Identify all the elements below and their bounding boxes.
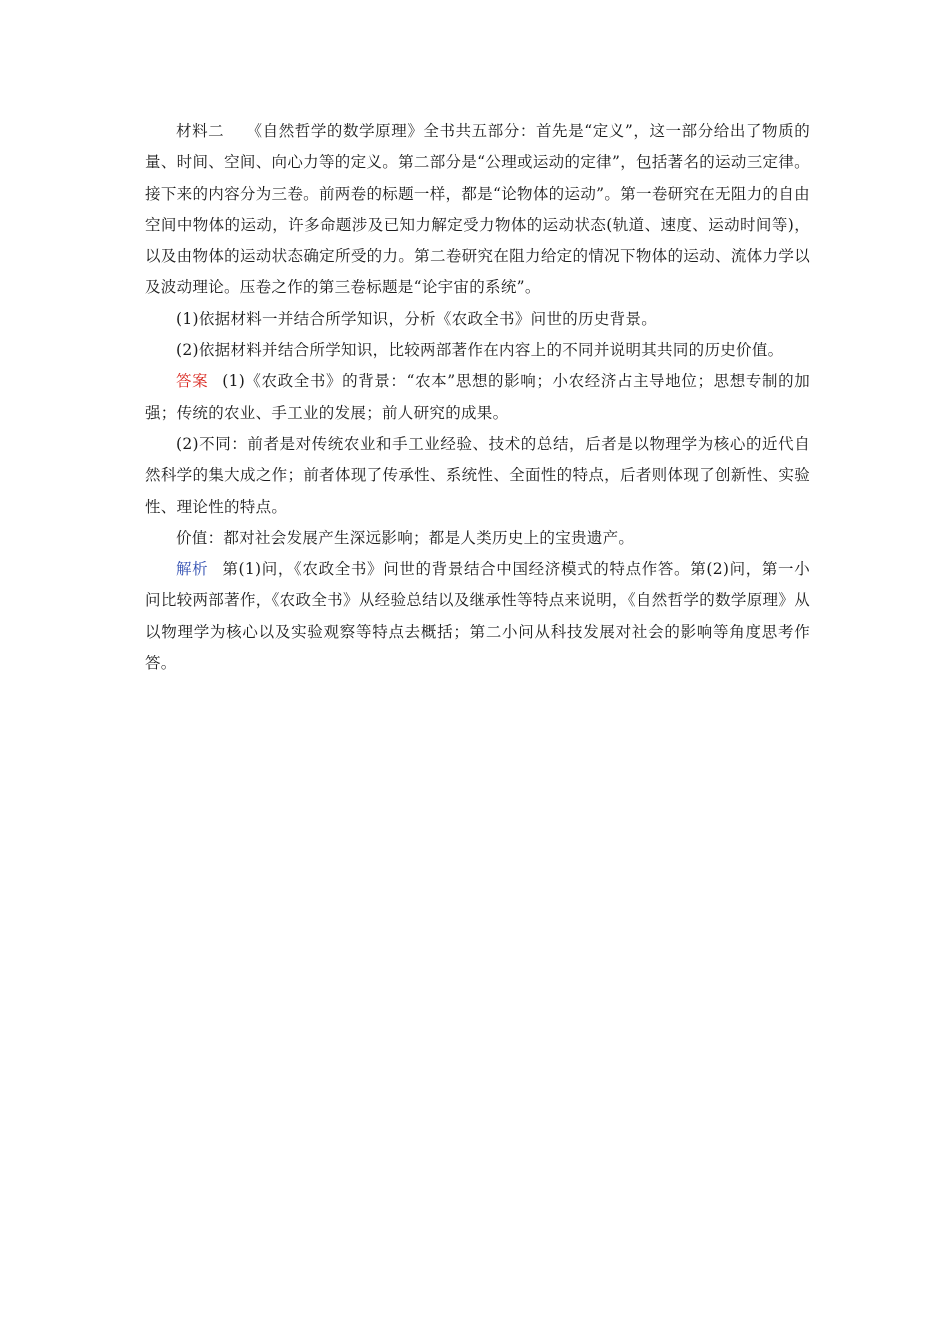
analysis-label: 解析 (176, 560, 209, 579)
question-one: (1)依据材料一并结合所学知识，分析《农政全书》问世的历史背景。 (176, 309, 658, 328)
analysis-text: 第(1)问，《农政全书》问世的背景结合中国经济模式的特点作答。第(2)问，第一小问比较两部著作，《农政全书》从经验总结以及继承性等特点来说明，《自然哲学的数学原理》从以物理学为核心以及实验观察等特点去概括；第二小问从科技发展对社会的影响等角度思考作答。 (145, 560, 810, 673)
answer-part-one-paragraph (145, 366, 810, 429)
material-two-label: 材料二 (176, 122, 225, 140)
material-two-text: 《自然哲学的数学原理》全书共五部分：首先是“定义”，这一部分给出了物质的量、时间、空间、向心力等的定义。第二部分是“公理或运动的定律”，包括著名的运动三定律。接下来的内容分为三卷。前两卷的标题一样，都是“论物体的运动”。第一卷研究在无阻力的自由空间中物体的运动，许多命题涉及已知力解定受力物体的运动状态(轨道、速度、运动时间等)，以及由物体的运动状态确定所受的力。第二卷研究在阻力给定的情况下物体的运动、流体力学以及波动理论。压卷之作的第三卷标题是“论宇宙的系统”。 (145, 122, 810, 297)
material-two-paragraph (145, 116, 810, 304)
question-two: (2)依据材料并结合所学知识，比较两部著作在内容上的不同并说明其共同的历史价值。 (176, 341, 784, 360)
analysis-paragraph (145, 554, 810, 679)
answer-value: 价值：都对社会发展产生深远影响；都是人类历史上的宝贵遗产。 (176, 528, 635, 547)
answer-part-two: (2)不同：前者是对传统农业和手工业经验、技术的总结，后者是以物理学为核心的近代自然科学的集大成之作；前者体现了传承性、系统性、全面性的特点，后者则体现了创新性、实验性、理论性的特点。 (145, 434, 810, 516)
answer-part-one: (1)《农政全书》的背景：“农本”思想的影响；小农经济占主导地位；思想专制的加强；传统的农业、手工业的发展；前人研究的成果。 (145, 372, 810, 422)
answer-label: 答案 (176, 372, 209, 391)
document-body (145, 116, 810, 679)
